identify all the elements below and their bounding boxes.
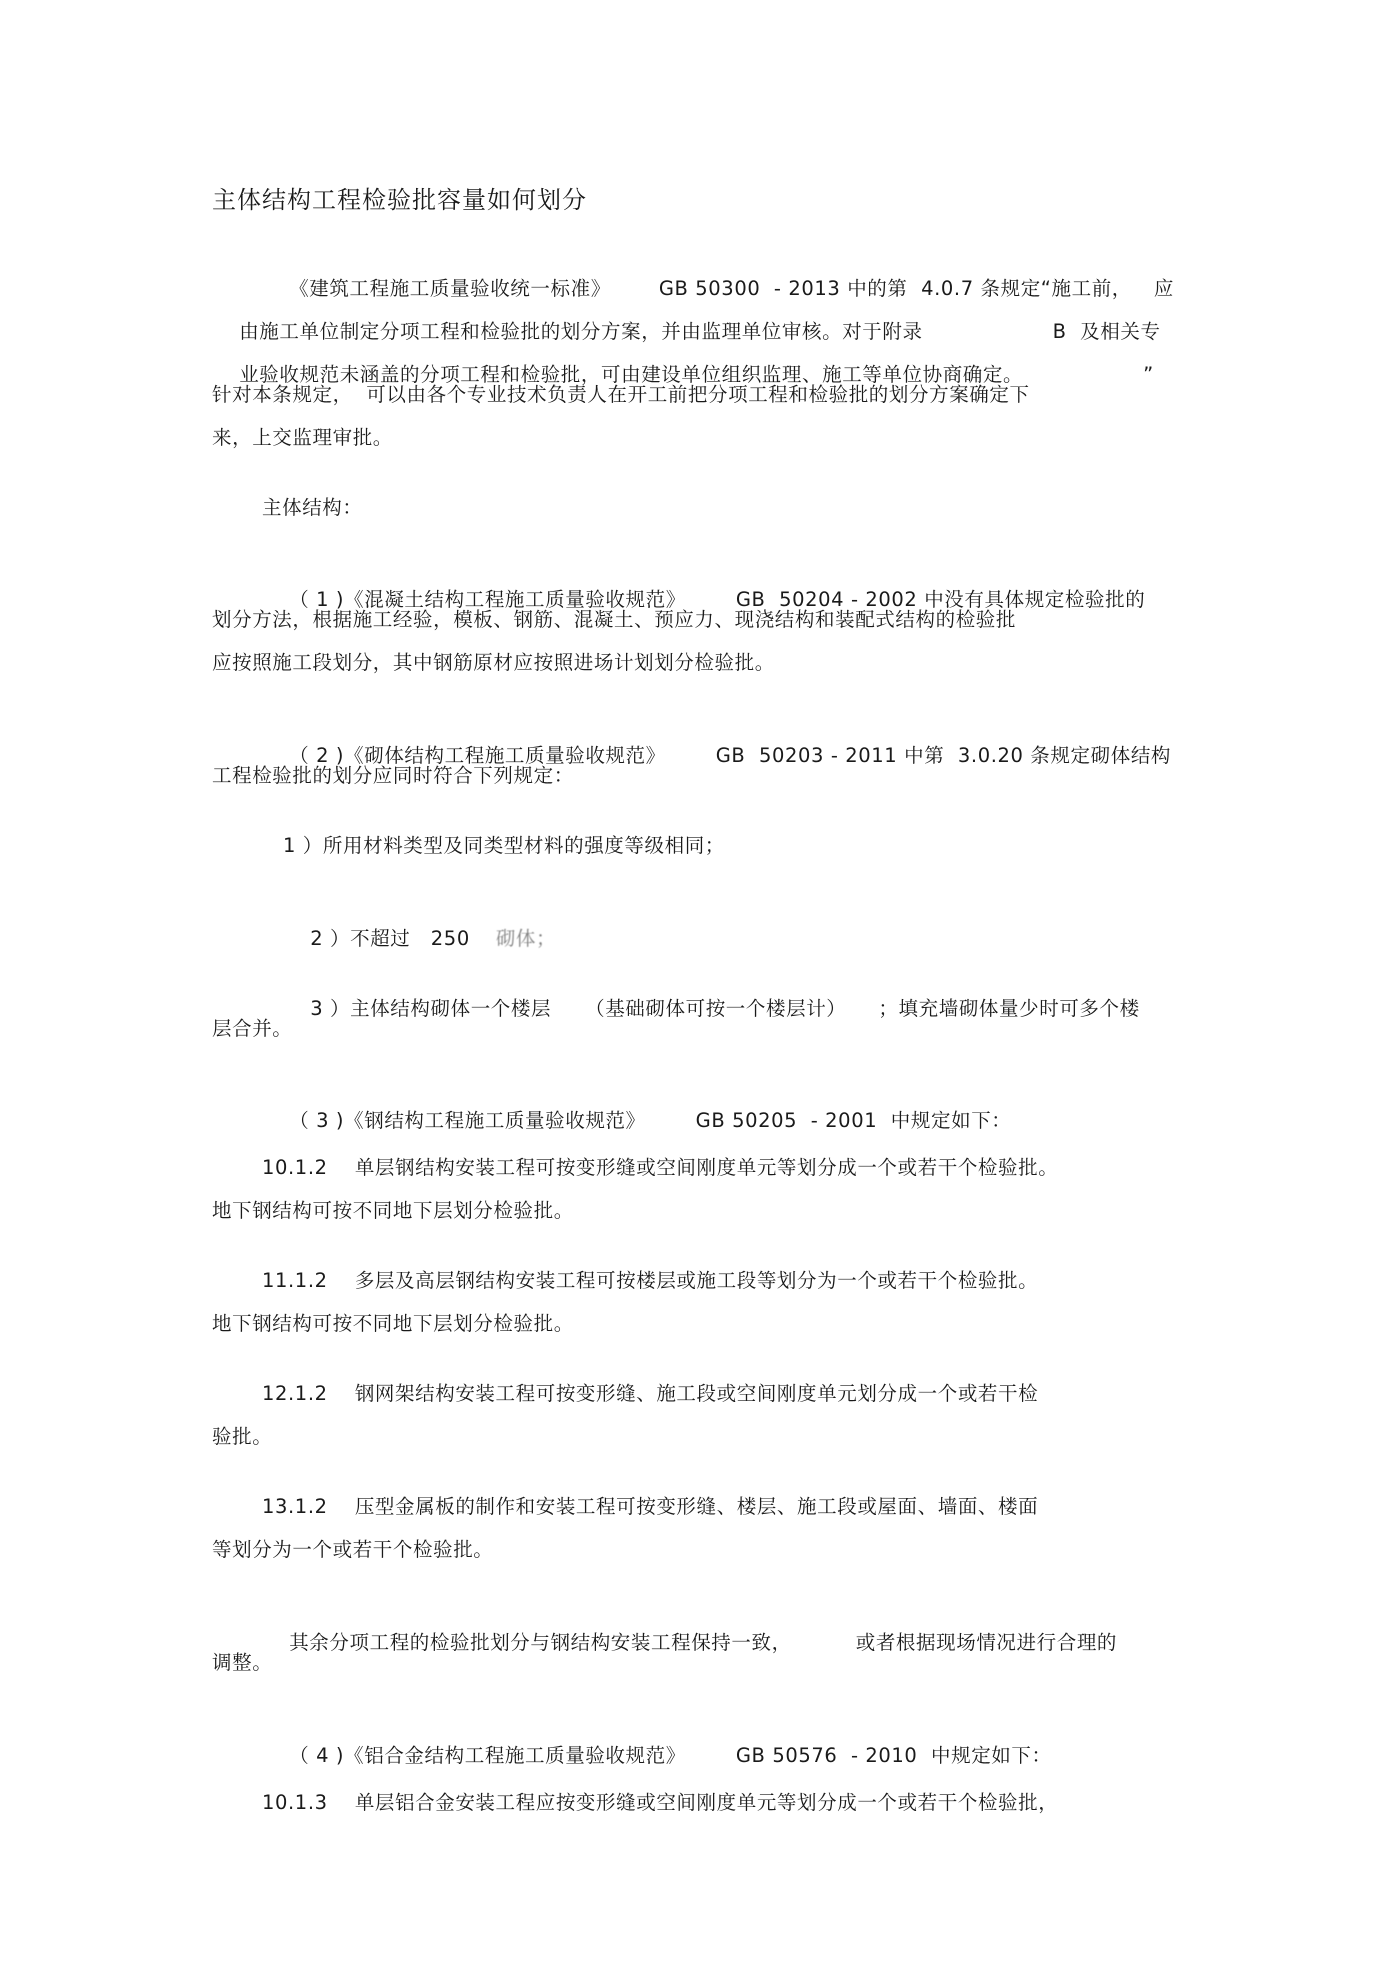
text-fragment: B 及相关专 — [1052, 320, 1161, 343]
rule-line — [283, 970, 1140, 1044]
text-fragment: GB 50576 - 2010 中规定如下： — [735, 1744, 1052, 1767]
text-fragment: 其余分项工程的检验批划分与钢结构安装工程保持一致， — [289, 1631, 792, 1654]
text-fragment: ；填充墙砌体量少时可多个楼 — [878, 997, 1140, 1020]
faded-text: 砌体； — [495, 927, 557, 950]
paragraph-line: 划分方法，根据施工经验，模板、钢筋、混凝土、预应力、现浇结构和装配式结构的检验批 — [212, 608, 1017, 631]
standard-name: 《建筑工程施工质量验收统一标准》 — [289, 277, 611, 300]
clause-line: 地下钢结构可按不同地下层划分检验批。 — [212, 1312, 574, 1335]
text-fragment: GB 50205 - 2001 中规定如下： — [695, 1109, 1012, 1132]
section-label: 主体结构： — [262, 496, 363, 519]
text-fragment: 应 — [1153, 277, 1175, 300]
paragraph-line: 调整。 — [212, 1651, 273, 1674]
text-fragment: 或者根据现场情况进行合理的 — [855, 1631, 1118, 1654]
paragraph-line — [262, 1082, 1011, 1156]
text-fragment: （ 1 )《混凝土结构工程施工质量验收规范》 — [289, 588, 686, 611]
text-fragment: （ 3 )《钢结构工程施工质量验收规范》 — [289, 1109, 646, 1132]
text-fragment: ” — [1143, 363, 1154, 386]
clause-line: 地下钢结构可按不同地下层划分检验批。 — [212, 1199, 574, 1222]
paragraph-line: 针对本条规定， 可以由各个专业技术负责人在开工前把分项工程和检验批的划分方案确定下 — [212, 383, 1030, 406]
text-fragment: （基础砌体可按一个楼层计） — [585, 997, 847, 1020]
clause-line: 等划分为一个或若干个检验批。 — [212, 1538, 494, 1561]
clause-line: 10.1.2 单层钢结构安装工程可按变形缝或空间刚度单元等划分成一个或若干个检验批。 — [262, 1156, 1059, 1179]
text-fragment: GB 50203 - 2011 中第 3.0.20 条规定砌体结构 — [715, 744, 1172, 767]
text-fragment: 2 ）不超过 250 — [310, 927, 470, 950]
clause-line: 13.1.2 压型金属板的制作和安装工程可按变形缝、楼层、施工段或屋面、墙面、楼面 — [262, 1495, 1039, 1518]
clause-line: 验批。 — [212, 1425, 273, 1448]
document-title: 主体结构工程检验批容量如何划分 — [212, 186, 587, 214]
clause-line: 12.1.2 钢网架结构安装工程可按变形缝、施工段或空间刚度单元划分成一个或若干检 — [262, 1382, 1039, 1405]
text-fragment: 3 ）主体结构砌体一个楼层 — [310, 997, 552, 1020]
text-fragment: GB 50204 - 2002 中没有具体规定检验批的 — [735, 588, 1146, 611]
rule-line — [283, 900, 556, 974]
rule-line: 层合并。 — [212, 1017, 293, 1040]
paragraph-line: 工程检验批的划分应同时符合下列规定： — [212, 764, 574, 787]
text-fragment: 由施工单位制定分项工程和检验批的划分方案，并由监理单位审核。对于附录 — [239, 320, 923, 343]
rule-line: 1 ）所用材料类型及同类型材料的强度等级相同； — [283, 834, 725, 857]
text-fragment: 业验收规范未涵盖的分项工程和检验批，可由建设单位组织监理、施工等单位协商确定。 — [239, 363, 1024, 386]
text-fragment: （ 4 )《铝合金结构工程施工质量验收规范》 — [289, 1744, 686, 1767]
clause-line: 11.1.2 多层及高层钢结构安装工程可按楼层或施工段等划分为一个或若干个检验批。 — [262, 1269, 1039, 1292]
paragraph-line: 应按照施工段划分，其中钢筋原材应按照进场计划划分检验批。 — [212, 651, 775, 674]
text-fragment: （ 2 )《砌体结构工程施工质量验收规范》 — [289, 744, 666, 767]
paragraph-line: 来，上交监理审批。 — [212, 426, 393, 449]
paragraph-line — [262, 1604, 1117, 1678]
paragraph-line — [262, 1717, 1052, 1791]
standard-clause: GB 50300 - 2013 中的第 4.0.7 条规定“施工前， — [658, 277, 1132, 300]
clause-line: 10.1.3 单层铝合金安装工程应按变形缝或空间刚度单元等划分成一个或若干个检验批， — [262, 1791, 1059, 1814]
